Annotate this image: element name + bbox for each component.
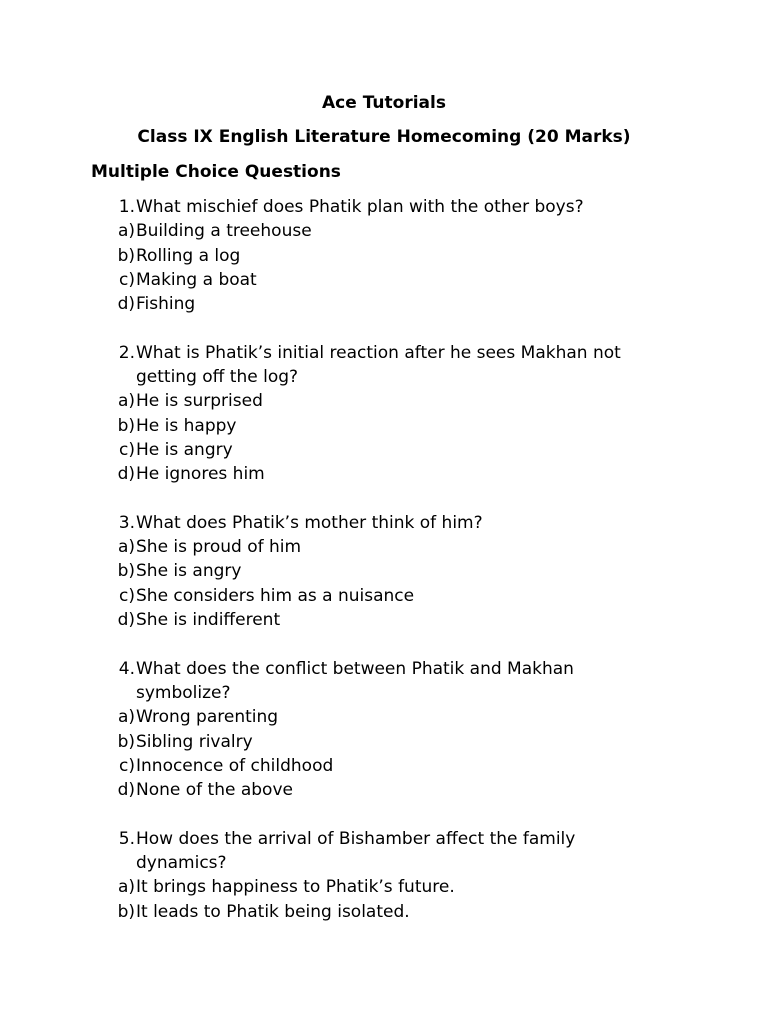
answer-option xyxy=(113,875,673,899)
answer-option xyxy=(113,730,673,754)
question-number: 5. xyxy=(118,828,135,849)
answer-option xyxy=(113,219,673,243)
option-text: Innocence of childhood xyxy=(136,755,334,776)
option-text: Building a treehouse xyxy=(136,221,312,242)
question-text: What does Phatik’s mother think of him? xyxy=(136,512,483,533)
option-text: He ignores him xyxy=(136,464,265,485)
option-letter: d) xyxy=(117,294,135,315)
option-text: Fishing xyxy=(136,294,196,315)
option-text: Making a boat xyxy=(136,269,257,290)
option-letter: d) xyxy=(117,610,135,631)
question-number: 3. xyxy=(118,512,135,533)
question-text: What is Phatik’s initial reaction after he sees Makhan not xyxy=(136,342,621,363)
answer-option xyxy=(113,900,673,924)
answer-option xyxy=(113,754,673,778)
section-heading: Multiple Choice Questions xyxy=(91,162,341,182)
question-stem-continuation xyxy=(113,365,673,389)
option-text: She is indifferent xyxy=(136,610,281,631)
question-text: getting off the log? xyxy=(136,367,299,388)
answer-option xyxy=(113,705,673,729)
question-text: How does the arrival of Bishamber affect the family xyxy=(136,828,576,849)
question-number xyxy=(113,851,135,875)
document-subtitle: Class IX English Literature Homecoming (20 Marks) xyxy=(137,127,631,147)
question-number xyxy=(113,365,135,389)
question-stem xyxy=(113,511,673,535)
question-number xyxy=(113,681,135,705)
option-letter: c) xyxy=(119,755,135,776)
option-text: She is proud of him xyxy=(136,537,302,558)
question-item xyxy=(113,341,673,487)
option-letter: a) xyxy=(117,537,135,558)
answer-option xyxy=(113,462,673,486)
question-stem xyxy=(113,195,673,219)
question-stem-continuation xyxy=(113,851,673,875)
question-item xyxy=(113,195,673,316)
option-letter: b) xyxy=(117,731,135,752)
answer-option xyxy=(113,438,673,462)
option-letter: c) xyxy=(119,439,135,460)
question-number: 2. xyxy=(118,342,135,363)
option-letter: b) xyxy=(117,561,135,582)
question-list xyxy=(113,195,673,948)
question-text: What mischief does Phatik plan with the other boys? xyxy=(136,197,584,217)
option-letter: a) xyxy=(117,707,135,728)
option-text: He is angry xyxy=(136,439,233,460)
option-letter: b) xyxy=(117,901,135,922)
question-item xyxy=(113,511,673,632)
question-stem-continuation xyxy=(113,681,673,705)
option-text: He is surprised xyxy=(136,391,263,412)
question-item xyxy=(113,827,673,924)
question-number: 1. xyxy=(118,197,135,217)
question-stem xyxy=(113,341,673,365)
answer-option xyxy=(113,244,673,268)
option-letter: a) xyxy=(117,391,135,412)
option-letter: a) xyxy=(117,877,135,898)
option-text: It brings happiness to Phatik’s future. xyxy=(136,877,455,898)
option-text: None of the above xyxy=(136,780,293,801)
answer-option xyxy=(113,389,673,413)
question-text: dynamics? xyxy=(136,853,227,874)
option-letter: c) xyxy=(119,269,135,290)
answer-option xyxy=(113,559,673,583)
question-stem xyxy=(113,657,673,681)
answer-option xyxy=(113,414,673,438)
answer-option xyxy=(113,268,673,292)
question-stem xyxy=(113,827,673,851)
question-text: symbolize? xyxy=(136,682,231,703)
option-text: Sibling rivalry xyxy=(136,731,253,752)
option-letter: b) xyxy=(117,245,135,266)
question-number: 4. xyxy=(118,658,135,679)
answer-option xyxy=(113,584,673,608)
answer-option xyxy=(113,608,673,632)
answer-option xyxy=(113,778,673,802)
question-item xyxy=(113,657,673,803)
option-letter: d) xyxy=(117,780,135,801)
question-text: What does the conflict between Phatik and Makhan xyxy=(136,658,574,679)
option-text: He is happy xyxy=(136,415,237,436)
option-letter: a) xyxy=(117,221,135,242)
option-letter: b) xyxy=(117,415,135,436)
option-text: She considers him as a nuisance xyxy=(136,585,415,606)
answer-option xyxy=(113,535,673,559)
option-letter: d) xyxy=(117,464,135,485)
option-text: Rolling a log xyxy=(136,245,241,266)
option-text: Wrong parenting xyxy=(136,707,279,728)
option-text: It leads to Phatik being isolated. xyxy=(136,901,410,922)
option-letter: c) xyxy=(119,585,135,606)
document-title: Ace Tutorials xyxy=(322,93,446,113)
answer-option xyxy=(113,292,673,316)
option-text: She is angry xyxy=(136,561,242,582)
